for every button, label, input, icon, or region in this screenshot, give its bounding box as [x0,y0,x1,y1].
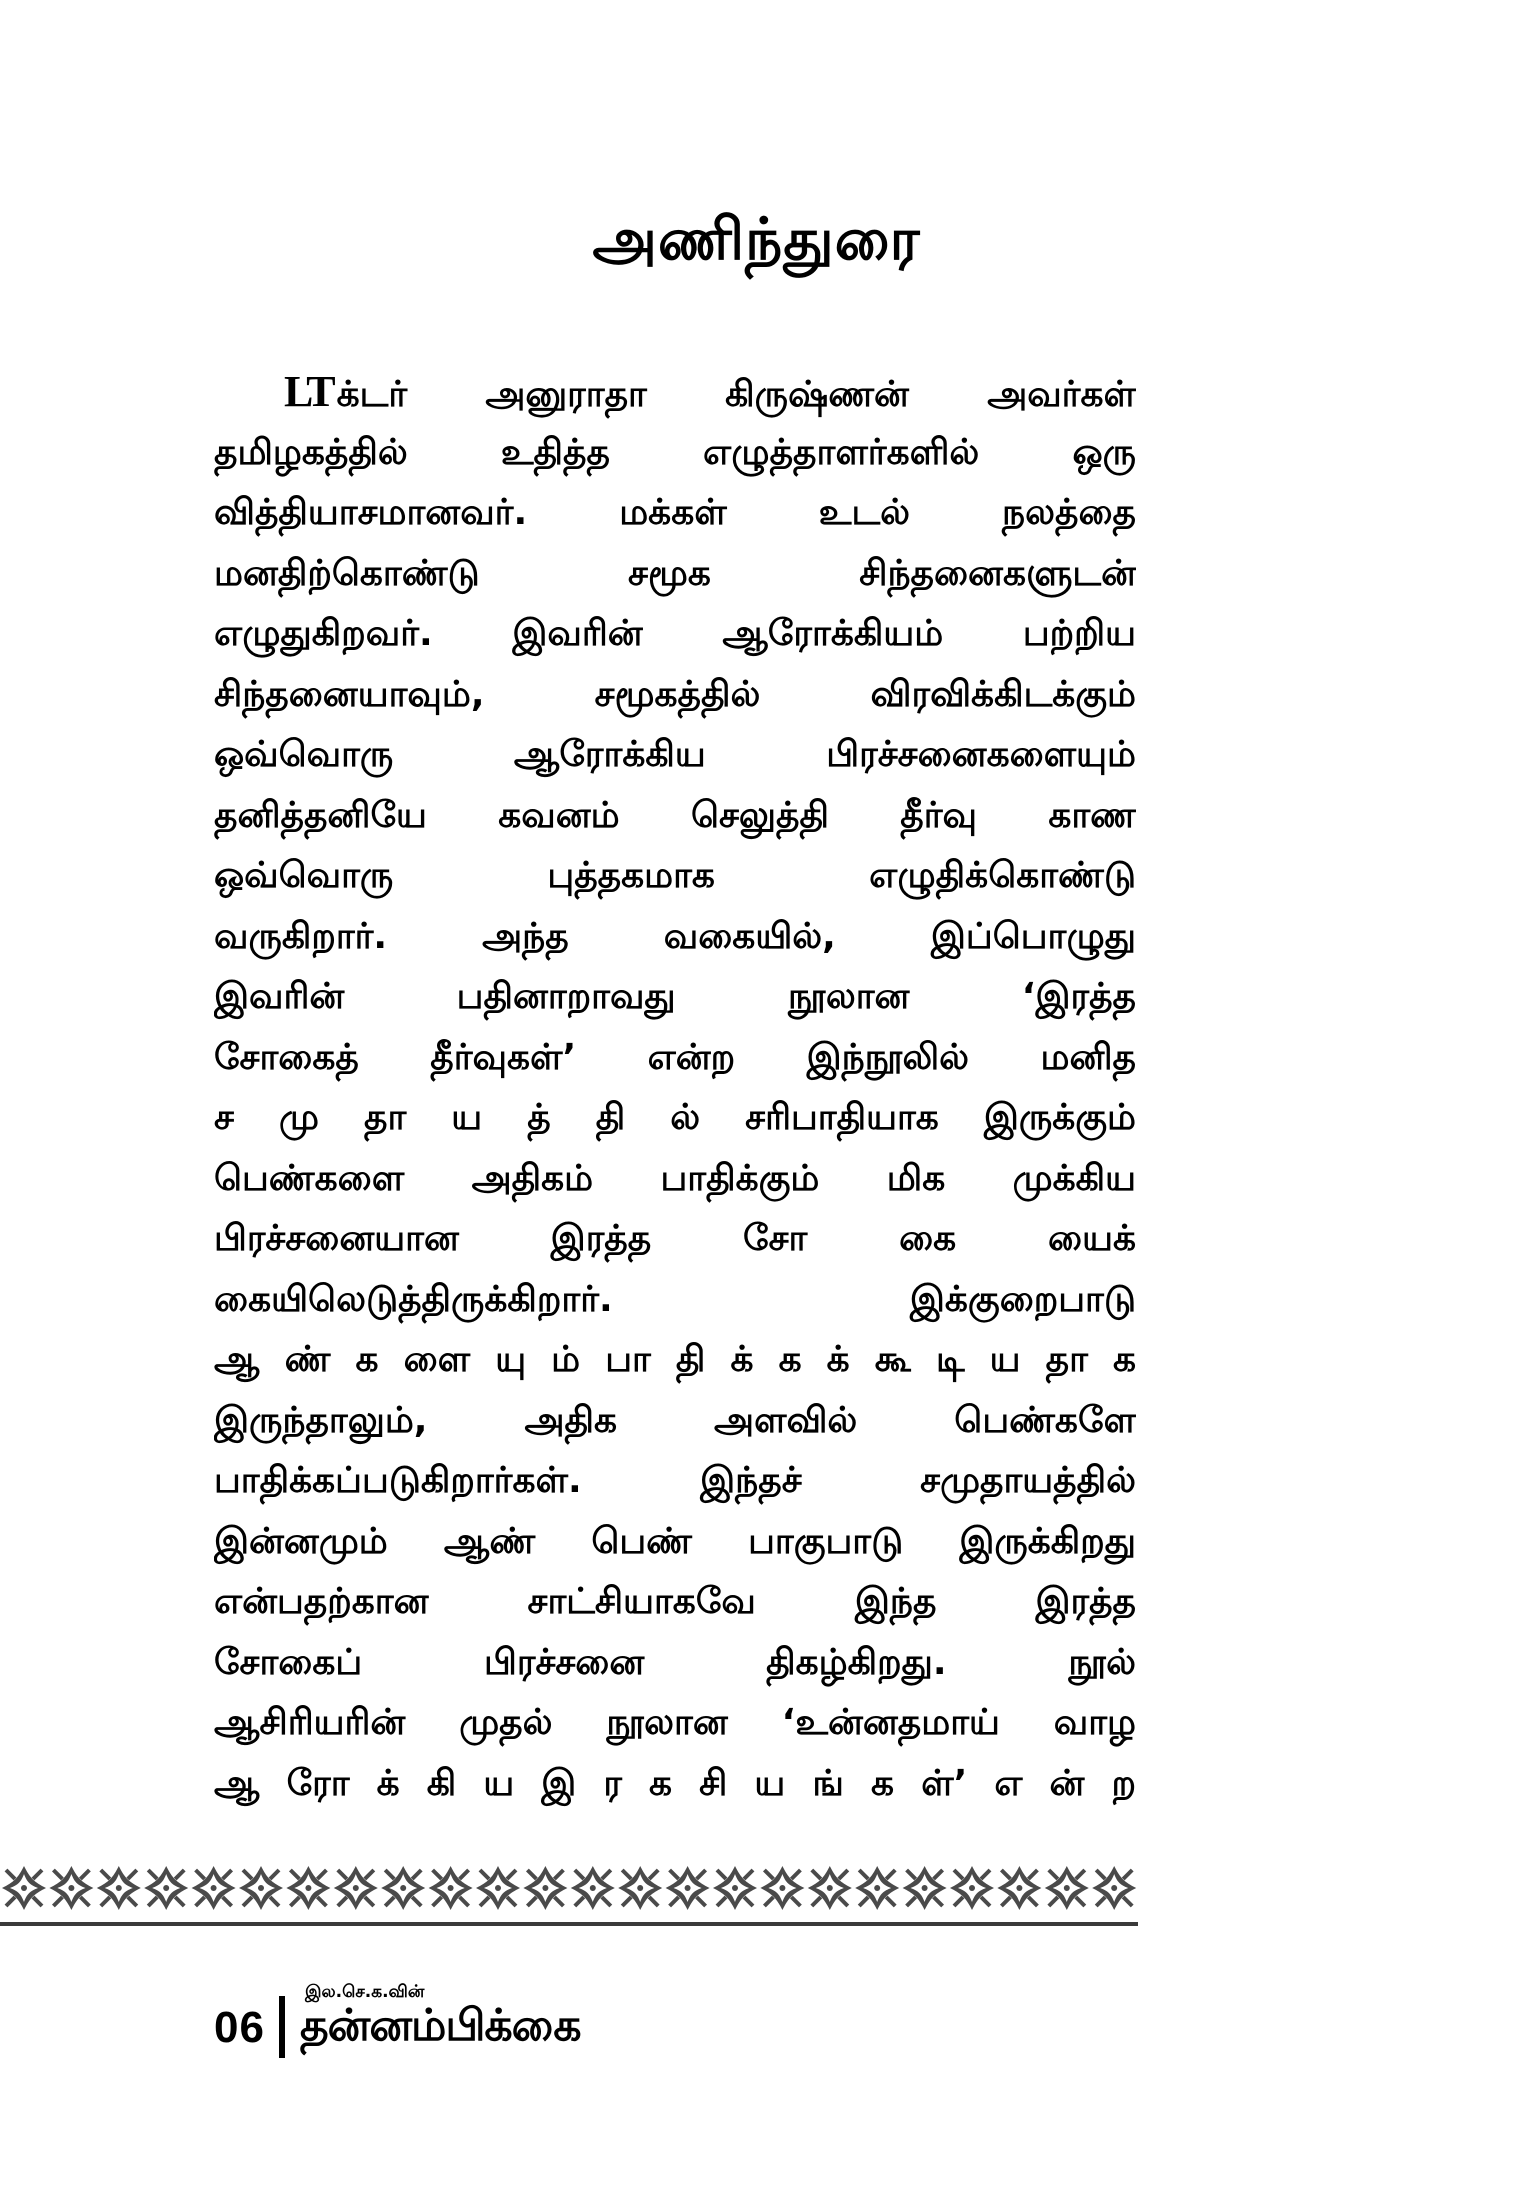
text-line-8: தனித்தனியே கவனம் செலுத்தி தீர்வு காண [214,794,1136,836]
ornament-motif [144,1866,188,1910]
text-line-18: இருந்தாலும், அதிக அளவில் பெண்களே [214,1399,1136,1441]
ornament-motif [666,1866,710,1910]
divider-rule [0,1922,1138,1926]
ornament-motif [239,1866,283,1910]
text-line-11: இவரின் பதினாறாவது நூலான ‘இரத்த [214,976,1136,1017]
ornament-border [0,1858,1138,1918]
text-line-19: பாதிக்கப்படுகிறார்கள். இந்தச் சமுதாயத்தில் [214,1460,1136,1501]
ornament-motif [523,1866,567,1910]
text-line-6: சிந்தனையாவும், சமூகத்தில் விரவிக்கிடக்கும் [214,673,1136,715]
ornament-motif [855,1866,899,1910]
ornament-motif [713,1866,757,1910]
ornament-motif [381,1866,425,1910]
ornament-motif [760,1866,804,1910]
footer-separator [279,1996,285,2058]
text-line-22: சோகைப் பிரச்சனை திகழ்கிறது. நூல் [214,1641,1136,1683]
text-line-15: பிரச்சனையான இரத்த சோ கை யைக் [214,1218,1136,1259]
footer-publisher-text: இல.செ.க.வின் [305,1982,425,2002]
text-line-5: எழுதுகிறவர். இவரின் ஆரோக்கியம் பற்றிய [214,613,1136,654]
text-line-23: ஆசிரியரின் முதல் நூலான ‘உன்னதமாய் வாழ [214,1702,1136,1743]
ornament-motif [618,1866,662,1910]
ornament-motif [49,1866,93,1910]
text-line-24: ஆ ரோ க் கி ய இ ர க சி ய ங் க ள்’ எ ன் ற [214,1762,1136,1804]
ornament-motif [334,1866,378,1910]
drop-cap: LT [284,367,333,416]
text-line-3: வித்தியாசமானவர். மக்கள் உடல் நலத்தை [214,492,1136,533]
ornament-motif [903,1866,947,1910]
text-line-14: பெண்களை அதிகம் பாதிக்கும் மிக முக்கிய [214,1157,1136,1199]
ornament-motif [571,1866,615,1910]
footer-book-title: தன்னம்பிக்கை [300,2000,581,2051]
page-number: 06 [214,2003,265,2052]
ornament-motif [476,1866,520,1910]
text-line-9: ஒவ்வொரு புத்தகமாக எழுதிக்கொண்டு [214,855,1136,896]
text-line-17: ஆ ண் க ளை யு ம் பா தி க் க க் கூ டி ய தா க [214,1339,1136,1380]
ornament-motif [192,1866,236,1910]
text-line-16: கையிலெடுத்திருக்கிறார். இக்குறைபாடு [214,1278,1136,1320]
ornament-motif [1045,1866,1089,1910]
text-line-13: ச மு தா ய த் தி ல் சரிபாதியாக இருக்கும் [214,1097,1136,1138]
text-line-2: தமிழகத்தில் உதித்த எழுத்தாளர்களில் ஒரு [214,431,1136,473]
ornament-motif [997,1866,1041,1910]
ornament-motif [1092,1866,1136,1910]
text-line-1: LT க்டர் அனுராதா கிருஷ்ணன் அவர்கள் [284,367,1136,416]
page-heading: அணிந்துரை [592,205,921,273]
text-line-20: இன்னமும் ஆண் பெண் பாகுபாடு இருக்கிறது [214,1520,1136,1562]
text-line-7: ஒவ்வொரு ஆரோக்கிய பிரச்சனைகளையும் [214,734,1136,775]
text-line-10: வருகிறார். அந்த வகையில், இப்பொழுது [214,915,1136,957]
ornament-motif [429,1866,473,1910]
ornament-motif [2,1866,46,1910]
text-line-21: என்பதற்கான சாட்சியாகவே இந்த இரத்த [214,1581,1136,1622]
ornament-motif [808,1866,852,1910]
text-line-4: மனதிற்கொண்டு சமூக சிந்தனைகளுடன் [214,552,1136,594]
ornament-motif [286,1866,330,1910]
ornament-motif [97,1866,141,1910]
ornament-motif [950,1866,994,1910]
text-line-12: சோகைத் தீர்வுகள்’ என்ற இந்நூலில் மனித [214,1036,1136,1078]
body-paragraph [214,362,1136,1814]
